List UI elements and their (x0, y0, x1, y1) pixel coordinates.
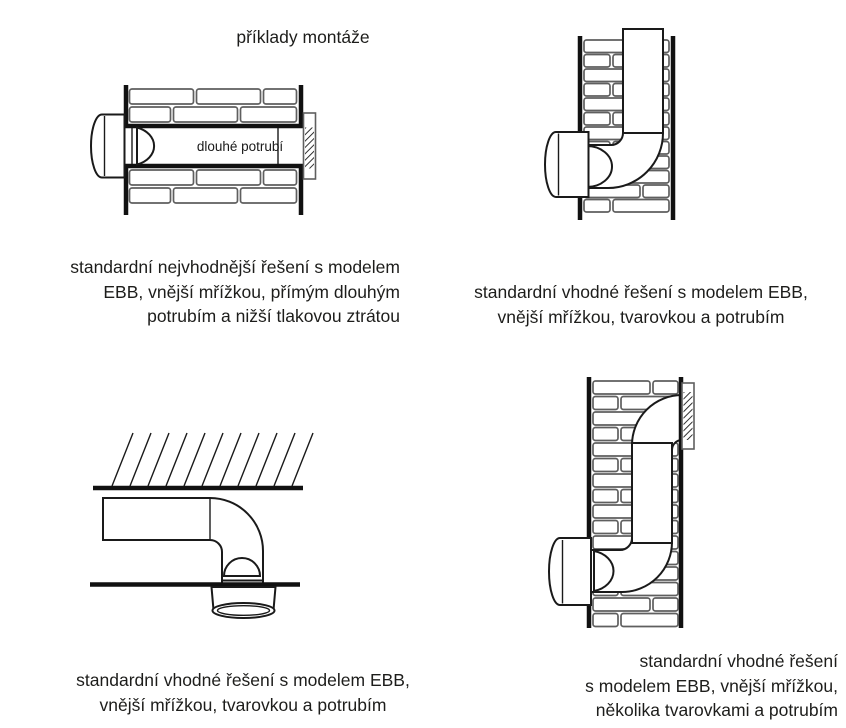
grille-hatch (305, 128, 314, 169)
diagram-ceiling-duct-fan (90, 433, 313, 618)
grille-hatch (684, 392, 693, 440)
caption-bottom-left (33, 668, 453, 717)
brick (174, 188, 238, 203)
brick (174, 107, 238, 122)
caption-bottom-right (500, 649, 838, 723)
caption-line: potrubím a nižší tlakovou ztrátou (147, 306, 400, 326)
caption-line: standardní vhodné řešení s modelem EBB, (76, 670, 410, 690)
brick (264, 170, 297, 185)
brick (593, 614, 618, 627)
brick (197, 89, 261, 104)
vertical-duct (623, 29, 663, 133)
brick (593, 428, 618, 441)
brick (593, 397, 618, 410)
brick (593, 521, 618, 534)
diagram-straight-long-pipe (91, 85, 316, 215)
caption-top-right (450, 280, 832, 329)
caption-line: s modelem EBB, vnější mřížkou, (585, 675, 838, 696)
brick (613, 200, 669, 213)
caption-line: standardní nejvhodnější řešení s modelem (70, 257, 400, 277)
fan-body (556, 132, 589, 197)
fan-body (560, 538, 591, 605)
ceiling-hatch (112, 433, 313, 486)
page-title: příklady montáže (236, 27, 370, 47)
fan-body (102, 115, 125, 178)
brick (130, 107, 171, 122)
brick (241, 107, 297, 122)
brick (593, 381, 650, 394)
brick (653, 381, 678, 394)
brick (130, 89, 194, 104)
brick (584, 55, 610, 68)
brick (621, 614, 678, 627)
brick (584, 84, 610, 97)
caption-line: vnější mřížkou, tvarovkou a potrubím (99, 694, 387, 715)
caption-top-left (18, 255, 400, 329)
caption-line: vnější mřížkou, tvarovkou a potrubím (497, 306, 785, 327)
brick (130, 188, 171, 203)
caption-line: několika tvarovkami a potrubím (595, 700, 838, 720)
brick (241, 188, 297, 203)
brick (593, 459, 618, 472)
fan-unit (545, 132, 589, 197)
fan-unit (549, 538, 591, 605)
brick (643, 185, 669, 198)
brick (593, 490, 618, 503)
pipe-label: dlouhé potrubí (196, 139, 284, 154)
brick (584, 113, 610, 126)
brick (653, 598, 678, 611)
diagram-two-elbows-vertical-pipe (549, 377, 694, 628)
brick (264, 89, 297, 104)
caption-line: standardní vhodné řešení (639, 651, 838, 671)
caption-line: standardní vhodné řešení s modelem EBB, (474, 282, 808, 302)
fan-impeller-symbol (137, 128, 154, 165)
vertical-duct (632, 443, 672, 543)
brick (593, 598, 650, 611)
diagram-elbow-vertical-pipe (545, 29, 673, 220)
fan-unit (91, 115, 125, 178)
caption-line: EBB, vnější mřížkou, přímým dlouhým (103, 281, 400, 302)
brick (130, 170, 194, 185)
fan-unit (212, 587, 276, 618)
brick (197, 170, 261, 185)
brick (584, 200, 610, 213)
